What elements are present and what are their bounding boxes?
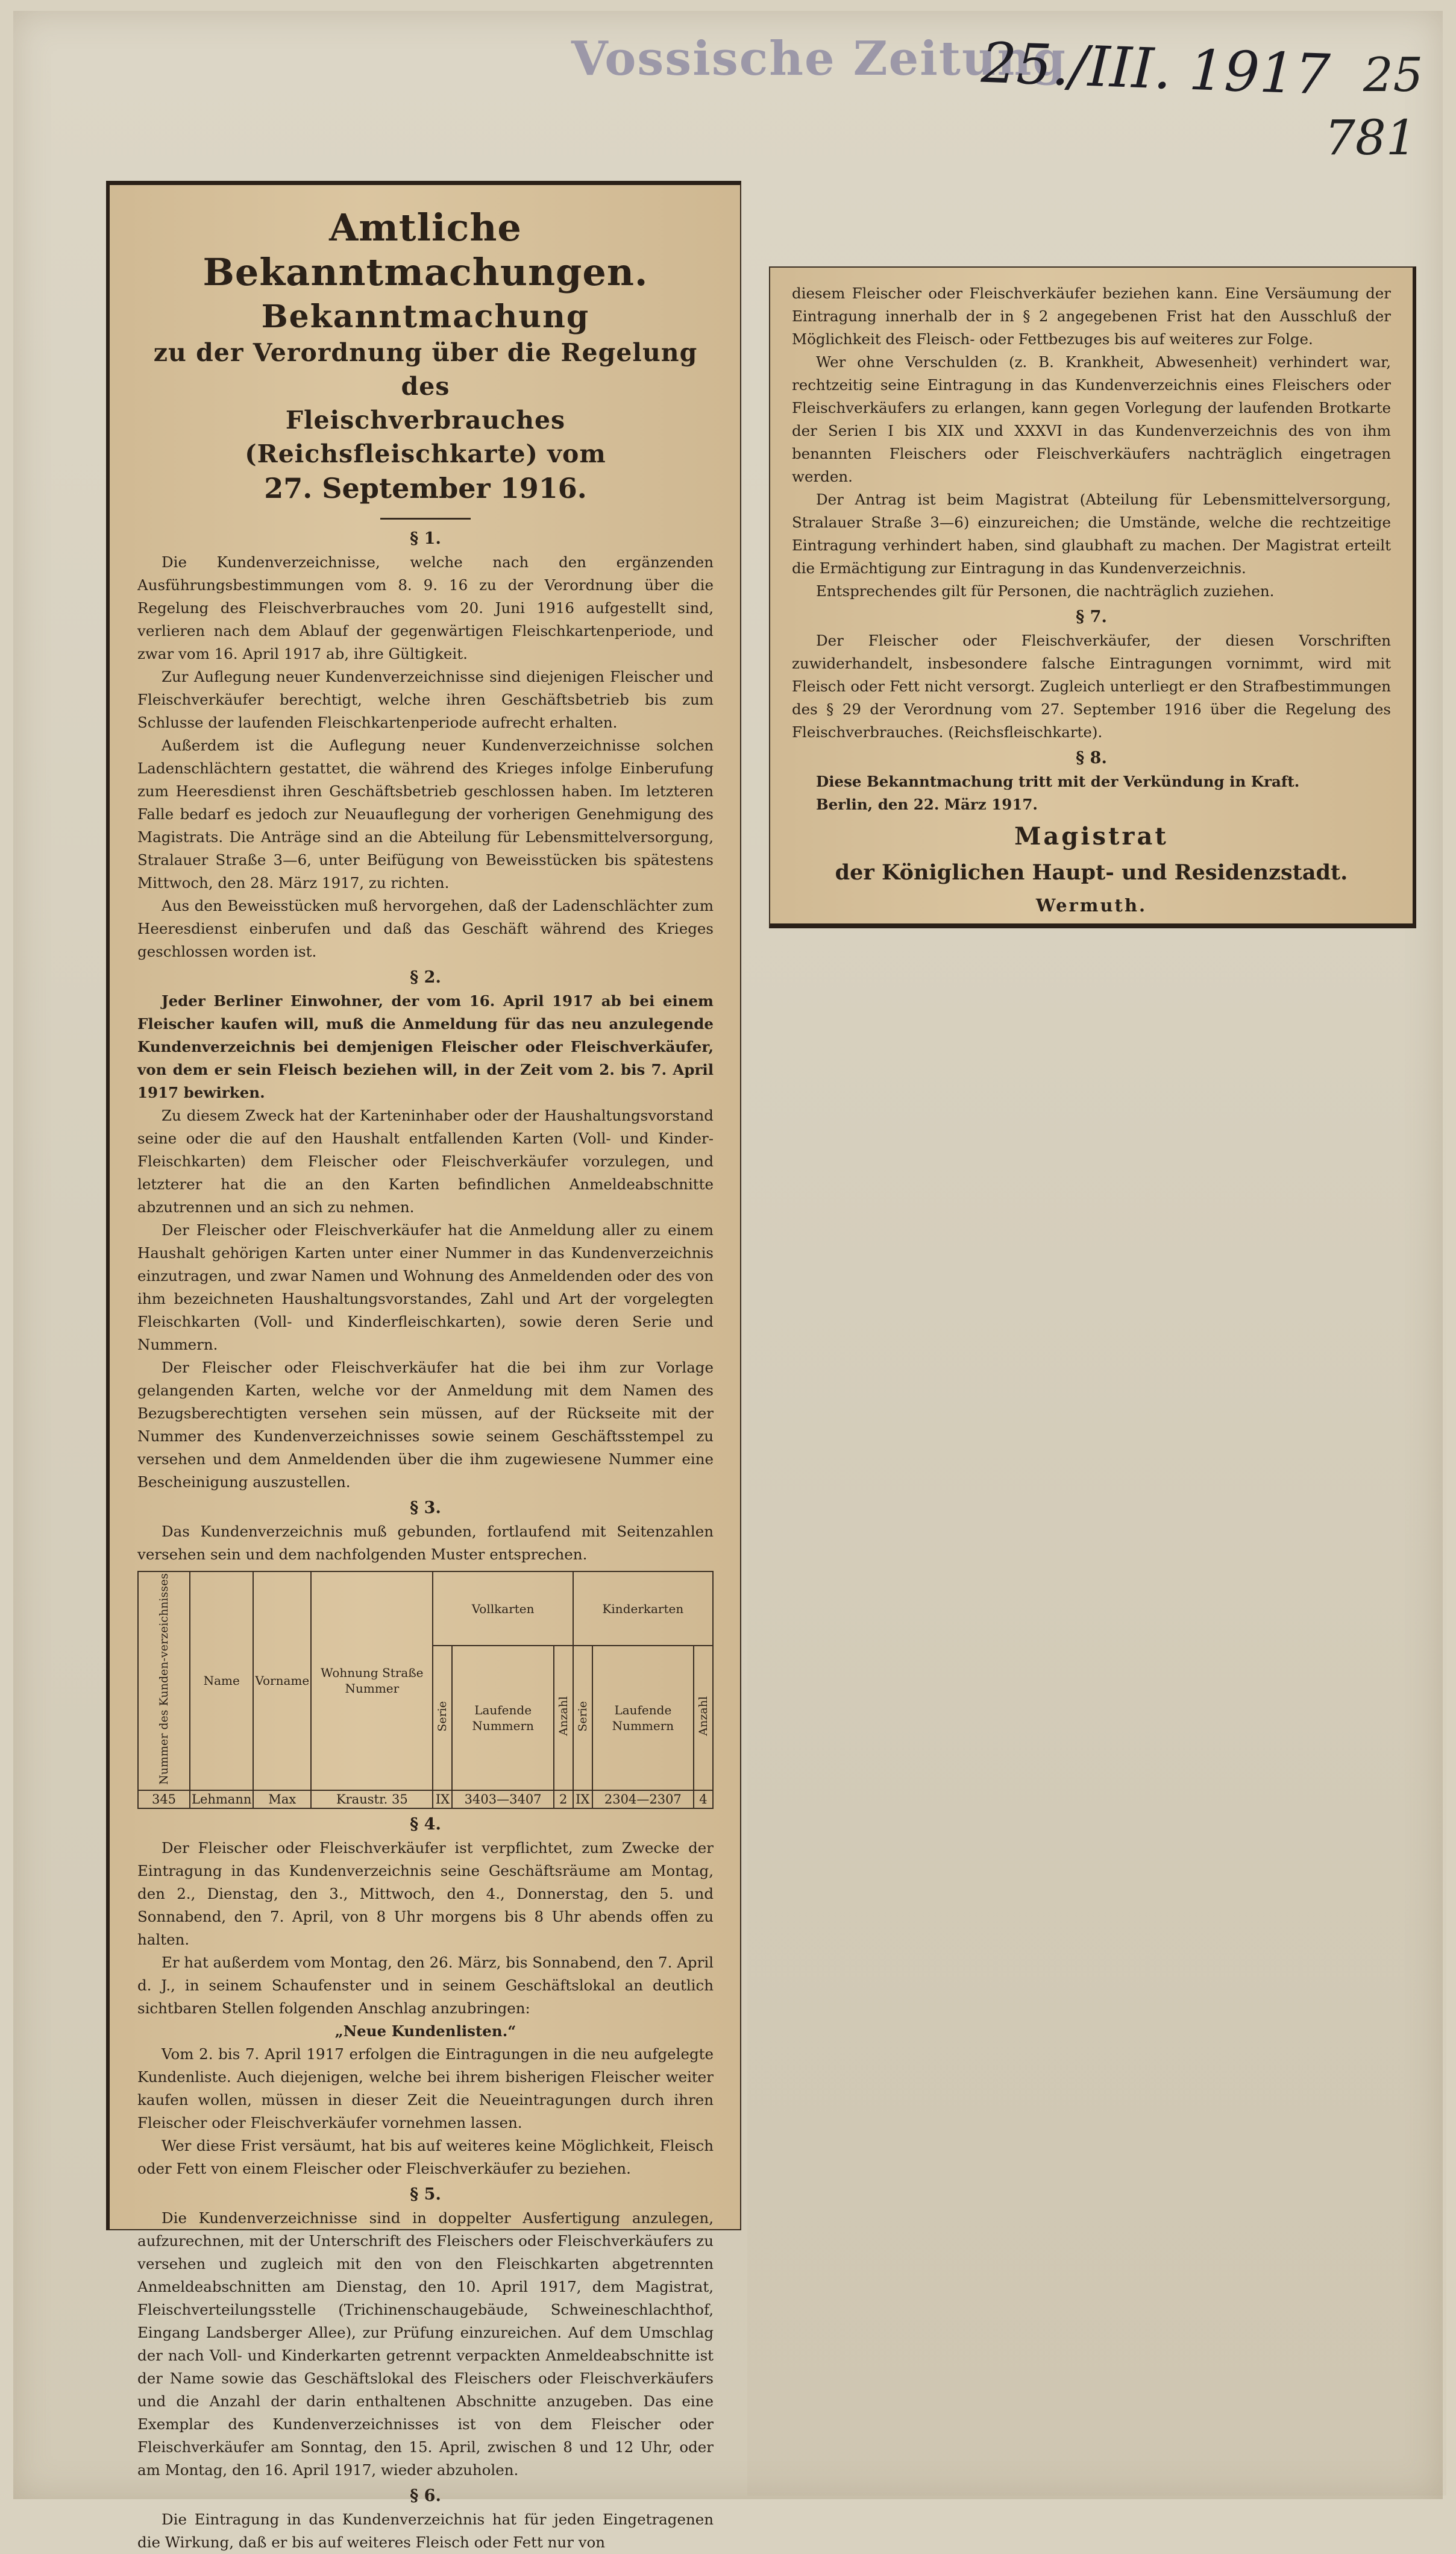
col-header-serie: Serie bbox=[436, 1700, 450, 1732]
col-header-laufende: Laufende Nummern bbox=[592, 1646, 694, 1790]
group-header-kinderkarten: Kinderkarten bbox=[573, 1571, 713, 1646]
paragraph: Der Fleischer oder Fleischverkäufer hat die Anmeldung aller zu einem Haushalt gehörigen Karten unter einer Nummer in das Kundenverzeichnis einzutragen, und zwar Namen und Wohnung des Anmeldenden oder des von ihm bezeichneten Haushaltungsvorstandes, Zahl und Art der vorgelegten Fleischkarten (Voll- und Kinderfleischkarten), sowie deren Serie und Nummern. bbox=[137, 1221, 714, 1353]
paragraph: Er hat außerdem vom Montag, den 26. März, bis Sonnabend, den 7. April d. J., in seinem Schaufenster und in seinem Geschäftslokal an deutlich sichtbaren Stellen folgenden Anschlag anzubringen: bbox=[137, 1953, 714, 2017]
col-header-wohnung: Wohnung Straße Nummer bbox=[311, 1571, 433, 1790]
table-row bbox=[138, 1790, 713, 1808]
paragraph: Wer ohne Verschulden (z. B. Krankheit, Abwesenheit) verhindert war, rechtzeitig seine Eintragung in das Kundenverzeichnis eines Fleischers oder Fleischverkäufers zu erlangen, kann gegen Vorlegung der laufenden Brotkarte der Serien I bis XIX und XXXVI in das Kundenverzeichnis des von ihm benannten Fleischers oder Fleischverkäufers nachträglich eingetragen werden. bbox=[792, 353, 1391, 485]
col-header-name: Name bbox=[190, 1571, 253, 1790]
col-header-anzahl: Anzahl bbox=[696, 1696, 710, 1736]
col-header-nr: Nummer des Kunden-verzeichnisses bbox=[157, 1573, 171, 1785]
paragraph: diesem Fleischer oder Fleischverkäufer beziehen kann. Eine Versäumung der Eintragung innerhalb der in § 2 angegebenen Frist hat den Ausschluß der Möglichkeit des Fleisch- oder Fettbezuges bis auf weiteres zur Folge. bbox=[792, 285, 1391, 348]
announcement-subtitle: Bekanntmachung bbox=[261, 298, 590, 335]
section-1: § 1. bbox=[410, 529, 441, 548]
cell-vorname: Max bbox=[253, 1790, 311, 1808]
paragraph: Der Fleischer oder Fleischverkäufer hat die bei ihm zur Vorlage gelangenden Karten, welche vor der Anmeldung mit dem Namen des Bezugsberechtigten versehen sein müssen, auf der Rückseite mit der Nummer des Kundenverzeichnisses sowie seinem Geschäftsstempel zu versehen und dem Anmeldenden über die ihm zugewiesene Nummer eine Bescheinigung auszustellen. bbox=[137, 1359, 714, 1491]
signature-name: Wermuth. bbox=[1035, 895, 1147, 916]
dateline: Berlin, den 22. März 1917. bbox=[816, 796, 1038, 813]
paragraph: Die Eintragung in das Kundenverzeichnis hat für jeden Eingetragenen die Wirkung, daß er bis auf weiteres Fleisch oder Fett nur von bbox=[137, 2510, 714, 2551]
section-7: § 7. bbox=[1076, 608, 1107, 626]
paper-fold bbox=[747, 928, 1446, 2496]
signature-magistrat: Magistrat bbox=[1014, 822, 1169, 851]
paragraph: Zu diesem Zweck hat der Karteninhaber oder der Haushaltungsvorstand seine oder die auf den Haushalt entfallenden Karten (Voll- und Kinder-Fleischkarten) dem Fleischer oder Fleischverkäufer vorzulegen, und letzterer hat die an den Karten befindlichen Anmeldeabschnitte abzutrennen und an sich zu nehmen. bbox=[137, 1107, 714, 1216]
cell-name: Lehmann bbox=[190, 1790, 253, 1808]
paragraph: Wer diese Frist versäumt, hat bis auf weiteres keine Möglichkeit, Fleisch oder Fett von einem Fleischer oder Fleischverkäufer zu beziehen. bbox=[137, 2136, 714, 2177]
section-3: § 3. bbox=[410, 1499, 441, 1517]
cell-anzahl-kinder: 4 bbox=[694, 1790, 713, 1808]
clipping-left bbox=[106, 181, 741, 2551]
paragraph: Der Antrag ist beim Magistrat (Abteilung für Lebensmittelversorgung, Stralauer Straße 3—6) einzureichen; die Umstände, welche die rechtzeitige Eintragung verhindert haben, sind glaubhaft zu machen. Der Magistrat erteilt die Ermächtigung zur Eintragung in das Kundenverzeichnis. bbox=[792, 491, 1391, 577]
signature-city: der Königlichen Haupt- und Residenzstadt. bbox=[835, 860, 1348, 885]
cell-nummern-voll: 3403—3407 bbox=[452, 1790, 553, 1808]
paragraph: Entsprechendes gilt für Personen, die nachträglich zuziehen. bbox=[816, 582, 1275, 600]
paragraph: Vom 2. bis 7. April 1917 erfolgen die Eintragungen in die neu aufgelegte Kundenliste. Auch diejenigen, welche bei ihrem bisherigen Fleischer weiter kaufen wollen, müssen in dieser Zeit die Neueintragungen durch ihren Fleischer oder Fleischverkäufer vornehmen lassen. bbox=[137, 2045, 714, 2131]
paragraph: Das Kundenverzeichnis muß gebunden, fortlaufend mit Seitenzahlen versehen sein und dem nachfolgenden Muster entsprechen. bbox=[137, 1523, 714, 1563]
newspaper-stamp: Vossische Zeitung bbox=[571, 31, 1067, 86]
heading-line-1: zu der Verordnung über die Regelung des bbox=[153, 338, 698, 401]
cell-nr: 345 bbox=[138, 1790, 190, 1808]
divider bbox=[380, 518, 471, 520]
col-header-serie: Serie bbox=[576, 1700, 589, 1732]
section-8: § 8. bbox=[1076, 749, 1107, 767]
section-6: § 6. bbox=[410, 2486, 441, 2505]
col-header-vorname: Vorname bbox=[253, 1571, 311, 1790]
group-header-vollkarten: Vollkarten bbox=[433, 1571, 573, 1646]
cell-wohnung: Kraustr. 35 bbox=[311, 1790, 433, 1808]
section-2: § 2. bbox=[410, 968, 441, 987]
paragraph: Die Kundenverzeichnisse, welche nach den ergänzenden Ausführungsbestimmungen vom 8. 9. 16 zu der Verordnung über die Regelung des Fleischverbrauches vom 20. Juni 1916 aufgestellt sind, verlieren nach dem Ablauf der gegenwärtigen Fleischkartenperiode, und zwar vom 16. April 1917 ab, ihre Gültigkeit. bbox=[137, 553, 714, 662]
heading-line-2: Fleischverbrauches (Reichsfleischkarte) vom bbox=[245, 406, 606, 468]
handwritten-number-b: 781 bbox=[1325, 110, 1417, 166]
announcement-title: Amtliche Bekanntmachungen. bbox=[202, 206, 648, 294]
handwritten-number-a: 25 bbox=[1363, 48, 1423, 102]
paragraph: Der Fleischer oder Fleischverkäufer ist verpflichtet, zum Zwecke der Eintragung in das Kundenverzeichnis seine Geschäftsräume am Montag, den 2., Dienstag, den 3., Mittwoch, den 4., Donnerstag, den 5. und Sonnabend, den 7. April, von 8 Uhr morgens bis 8 Uhr abends offen zu halten. bbox=[137, 1838, 714, 1948]
section-5: § 5. bbox=[410, 2184, 441, 2204]
paragraph: Außerdem ist die Auflegung neuer Kundenverzeichnisse solchen Ladenschlächtern gestattet, die während des Krieges infolge Einberufung zum Heeresdienst ihren Geschäftsbetrieb geschlossen haben. Im letzteren Falle bedarf es jedoch zur Neuauflegung der vorherigen Genehmigung des Magistrats. Die Anträge sind an die Abteilung für Lebensmittelversorgung, Stralauer Straße 3—6, unter Beifügung von Beweisstücken bis spätestens Mittwoch, den 28. März 1917, zu richten. bbox=[137, 737, 714, 892]
paragraph: Aus den Beweisstücken muß hervorgehen, daß der Ladenschlächter zum Heeresdienst einberufen und daß das Geschäft während des Krieges geschlossen worden ist. bbox=[137, 897, 714, 960]
heading-date: 27. September 1916. bbox=[264, 472, 587, 505]
cell-serie-voll: IX bbox=[433, 1790, 452, 1808]
paragraph: Der Fleischer oder Fleischverkäufer, der diesen Vorschriften zuwiderhandelt, insbesondere falsche Eintragungen vornimmt, wird mit Fleisch oder Fett nicht versorgt. Zugleich unterliegt er den Strafbestimmungen des § 29 der Verordnung vom 27. September 1916 über die Regelung des Fleischverbrauches. (Reichsfleischkarte). bbox=[792, 632, 1391, 741]
col-header-laufende: Laufende Nummern bbox=[452, 1646, 553, 1790]
notice-heading: „Neue Kundenlisten.“ bbox=[334, 2022, 516, 2040]
paragraph: Diese Bekanntmachung tritt mit der Verkündung in Kraft. bbox=[816, 773, 1300, 790]
cell-nummern-kinder: 2304—2307 bbox=[592, 1790, 694, 1808]
section-4: § 4. bbox=[410, 1814, 441, 1834]
cell-serie-kinder: IX bbox=[573, 1790, 592, 1808]
clipping-right bbox=[769, 266, 1416, 928]
col-header-anzahl: Anzahl bbox=[556, 1696, 570, 1736]
cell-anzahl-voll: 2 bbox=[554, 1790, 573, 1808]
handwritten-date: 25./III. 1917 bbox=[980, 30, 1331, 107]
paragraph: Die Kundenverzeichnisse sind in doppelter Ausfertigung anzulegen, aufzurechnen, mit der Unterschrift des Fleischers oder Fleischverkäufers zu versehen und zugleich mit den von den Fleischkarten abgetrennten Anmeldeabschnitten am Dienstag, den 10. April 1917, dem Magistrat, Fleischverteilungsstelle (Trichinenschaugebäude, Schweineschlachthof, Eingang Landsberger Allee), zur Prüfung einzureichen. Auf dem Umschlag der nach Voll- und Kinderkarten getrennt verpackten Anmeldeabschnitte ist der Name sowie das Geschäftslokal des Fleischers oder Fleischverkäufers und die Anzahl der darin enthaltenen Abschnitte anzugeben. Das eine Exemplar des Kundenverzeichnisses ist von dem Fleischer oder Fleischverkäufer am Sonntag, den 15. April, zwischen 8 und 12 Uhr, oder am Montag, den 16. April 1917, wieder abzuholen. bbox=[137, 2209, 714, 2479]
paragraph: Jeder Berliner Einwohner, der vom 16. April 1917 ab bei einem Fleischer kaufen will, muß die Anmeldung für das neu anzulegende Kundenverzeichnis bei demjenigen Fleischer oder Fleischverkäufer, von dem er sein Fleisch beziehen will, in der Zeit vom 2. bis 7. April 1917 bewirken. bbox=[137, 992, 714, 1101]
paragraph: Zur Auflegung neuer Kundenverzeichnisse sind diejenigen Fleischer und Fleischverkäufer berechtigt, welche ihren Geschäftsbetrieb bis zum Schlusse der laufenden Fleischkartenperiode aufrecht erhalten. bbox=[137, 668, 714, 731]
register-sample-table bbox=[137, 1571, 714, 1809]
